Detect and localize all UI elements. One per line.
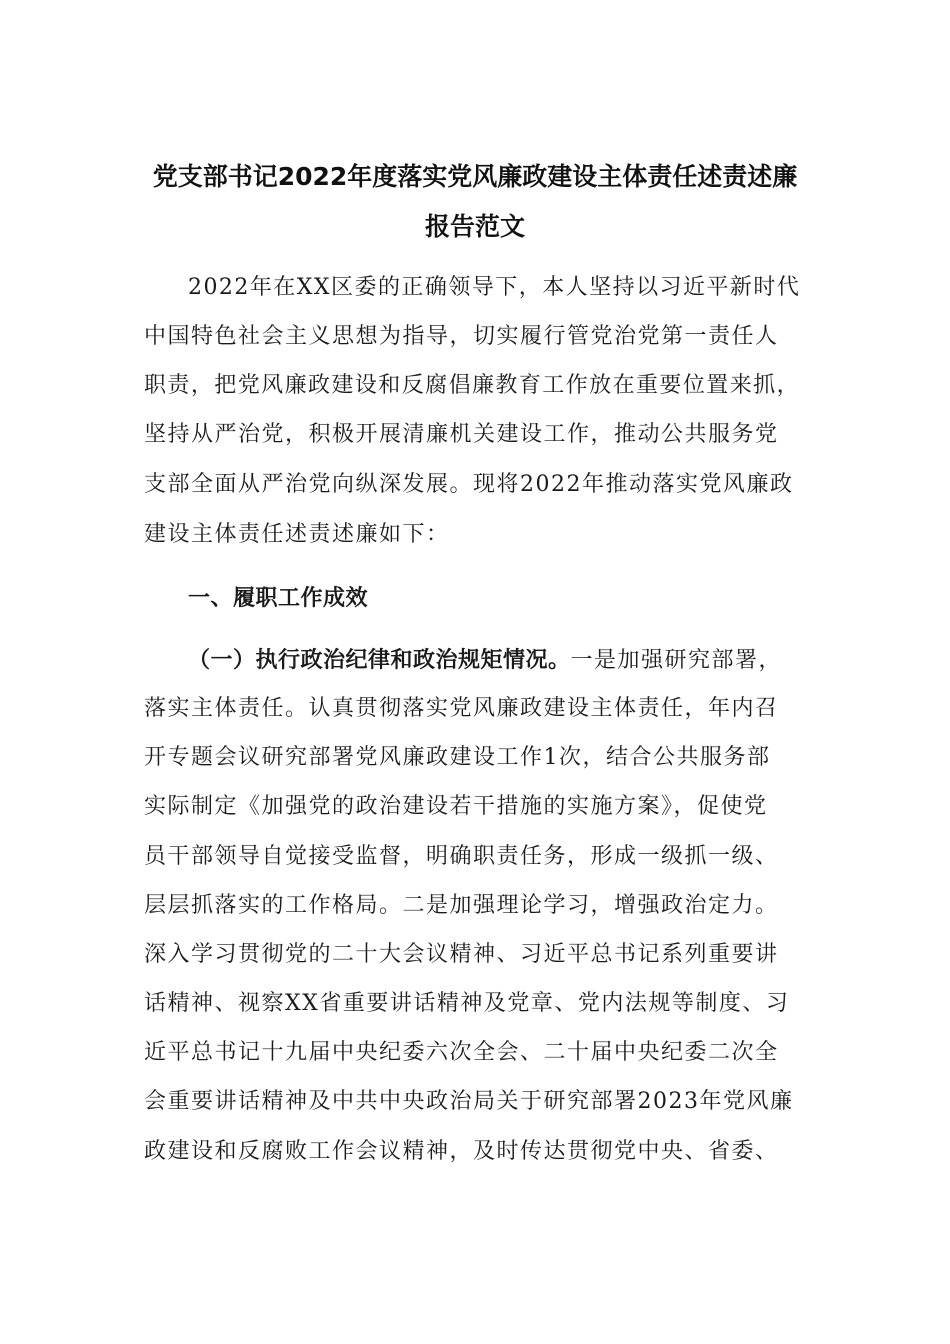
body-line: 落实主体责任。认真贯彻落实党风廉政建设主体责任，年内召 xyxy=(144,696,779,721)
intro-line: 坚持从严治党，积极开展清廉机关建设工作，推动公共服务党 xyxy=(144,422,779,447)
intro-line: 中国特色社会主义思想为指导，切实履行管党治党第一责任人 xyxy=(144,324,779,349)
body-line: 员干部领导自觉接受监督，明确职责任务，形成一级抓一级、 xyxy=(144,844,779,869)
body-line: 实际制定《加强党的政治建设若干措施的实施方案》，促使党 xyxy=(144,794,768,819)
document-title-line-2: 报告范文 xyxy=(424,212,525,241)
intro-line: 支部全面从严治党向纵深发展。现将2022年推动落实党风廉政 xyxy=(144,472,794,497)
body-line: 深入学习贯彻党的二十大会议精神、习近平总书记系列重要讲 xyxy=(144,942,779,967)
intro-line: 职责，把党风廉政建设和反腐倡廉教育工作放在重要位置来抓， xyxy=(144,373,801,398)
subsection-lead-line xyxy=(188,646,782,676)
section-heading: 一、履职工作成效 xyxy=(188,586,369,611)
intro-line: 建设主体责任述责述廉如下： xyxy=(144,522,450,547)
body-line: 近平总书记十九届中央纪委六次全会、二十届中央纪委二次全 xyxy=(144,1040,779,1065)
body-line: 开专题会议研究部署党风廉政建设工作1次，结合公共服务部 xyxy=(144,745,771,770)
document-title-line-1: 党支部书记2022年度落实党风廉政建设主体责任述责述廉 xyxy=(152,162,798,191)
body-line: 话精神、视察XX省重要讲话精神及党章、党内法规等制度、习 xyxy=(144,991,790,1016)
body-line: 会重要讲话精神及中共中央政治局关于研究部署2023年党风廉 xyxy=(144,1089,794,1114)
intro-line: 2022年在XX区委的正确领导下，本人坚持以习近平新时代 xyxy=(188,275,801,300)
subsection-heading: （一）执行政治纪律和政治规矩情况。 xyxy=(188,648,571,673)
body-line: 政建设和反腐败工作会议精神，及时传达贯彻党中央、省委、 xyxy=(144,1139,779,1164)
subsection-lead-text: 一是加强研究部署， xyxy=(570,648,783,673)
body-line: 层层抓落实的工作格局。二是加强理论学习，增强政治定力。 xyxy=(144,893,779,918)
